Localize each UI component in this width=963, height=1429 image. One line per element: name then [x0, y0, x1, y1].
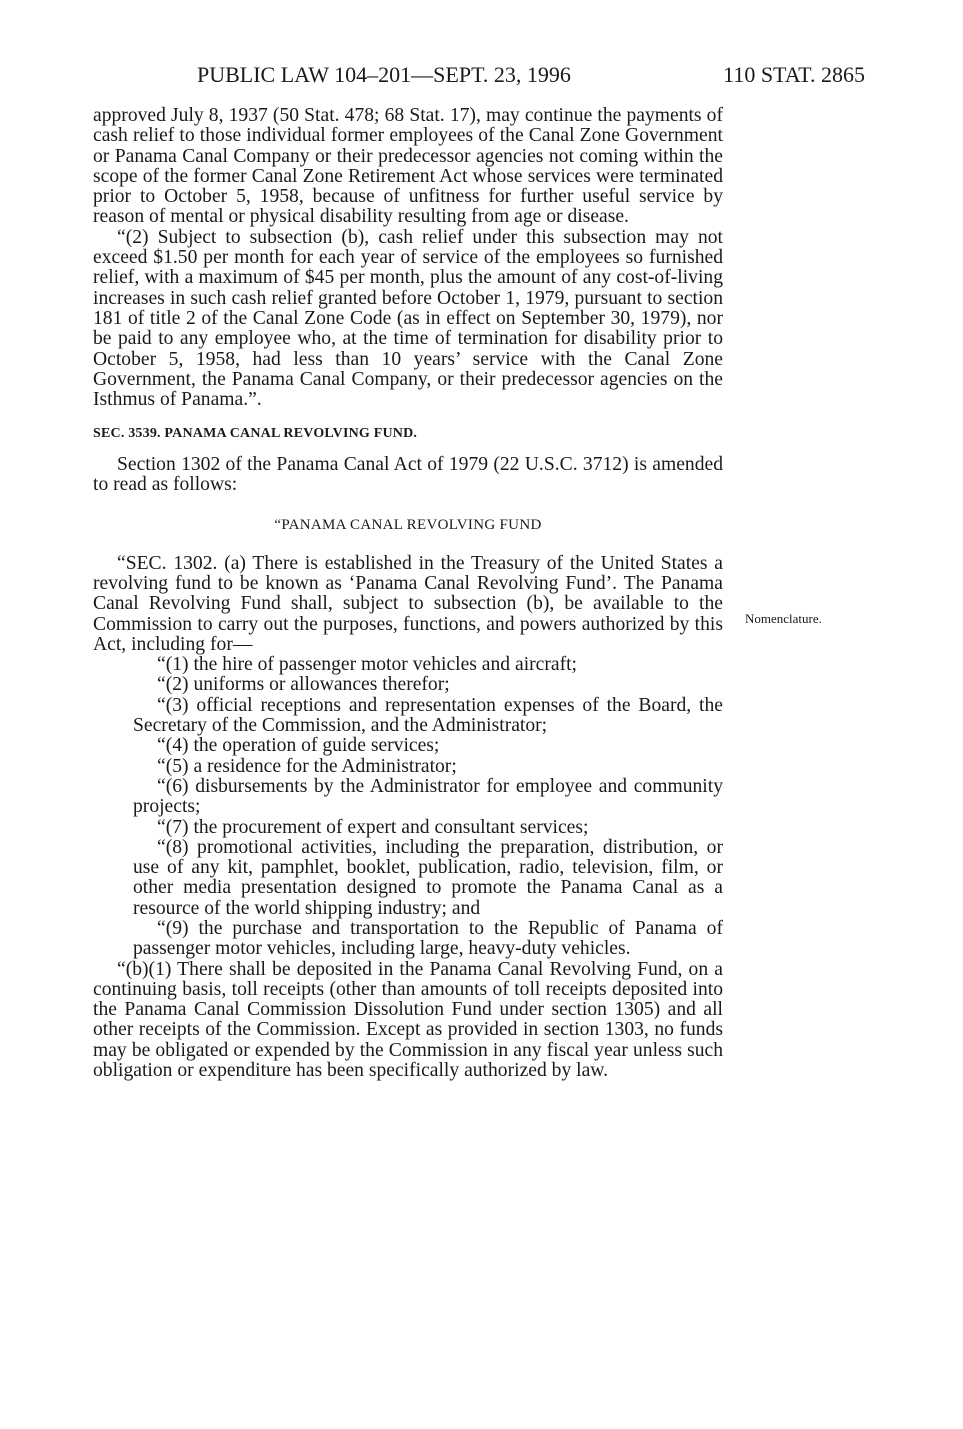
- paragraph-section-1302a: “SEC. 1302. (a) There is established in the Treasury of the United States a revolving fund to be known as ‘Panama Canal Revolving Fund’. The Panama Canal Revolving Fund shall, subject to subsection (b), be available to the Commission to carry out the purposes, functions, and powers authorized by this Act, including for—: [93, 552, 723, 655]
- paragraph-amendment-intro: Section 1302 of the Panama Canal Act of 1979 (22 U.S.C. 3712) is amended to read as follows:: [93, 453, 723, 496]
- list-item: “(4) the operation of guide services;: [157, 735, 440, 757]
- paragraph-continued: approved July 8, 1937 (50 Stat. 478; 68 Stat. 17), may continue the payments of cash relief to those individual former employees of the Canal Zone Government or Panama Canal Company or their predecessor agencies not coming within the scope of the former Canal Zone Retirement Act whose services were terminated prior to October 5, 1958, because of unfitness for further useful service by reason of mental or physical disability resulting from age or disease.: [93, 105, 723, 228]
- header-title: PUBLIC LAW 104–201—SEPT. 23, 1996: [197, 62, 571, 87]
- list-item: “(6) disbursements by the Administrator for employee and community projects;: [133, 775, 723, 818]
- page-body: [93, 106, 723, 1081]
- margin-note: Nomenclature.: [745, 611, 822, 626]
- paragraph-subsection-2: “(2) Subject to subsection (b), cash relief under this subsection may not exceed $1.50 per month for each year of service of the employees so furnished relief, with a maximum of $45 per month, plus the amount of any cost-of-living increases in such cash relief granted before October 1, 1979, pursuant to section 181 of title 2 of the Canal Zone Code (as in effect on September 30, 1979), nor be paid to any employee who, at the time of termination for disability prior to October 5, 1958, had less than 10 years’ service with the Canal Zone Government, the Panama Canal Company, or their predecessor agencies on the Isthmus of Panama.”.: [93, 226, 723, 411]
- header-page-number: 110 STAT. 2865: [723, 62, 865, 87]
- list-item: “(8) promotional activities, including the preparation, distribution, or use of any kit, pamphlet, booklet, publication, radio, television, film, or other media presentation designed to promote the Panama Canal as a resource of the world shipping industry; and: [133, 836, 723, 919]
- section-heading: SEC. 3539. PANAMA CANAL REVOLVING FUND.: [93, 426, 418, 442]
- list-item: “(1) the hire of passenger motor vehicles and aircraft;: [157, 654, 577, 676]
- list-item: “(9) the purchase and transportation to the Republic of Panama of passenger motor vehicles, including large, heavy-duty vehicles.: [133, 917, 723, 960]
- paragraph-section-1302b: “(b)(1) There shall be deposited in the Panama Canal Revolving Fund, on a continuing basis, toll receipts (other than amounts of toll receipts deposited into the Panama Canal Commission Dissolution Fund under section 1305) and all other receipts of the Commission. Except as provided in section 1303, no funds may be obligated or expended by the Commission in any fiscal year unless such obligation or expenditure has been specifically authorized by law.: [93, 958, 723, 1082]
- list-item: “(2) uniforms or allowances therefor;: [157, 674, 450, 696]
- list-item: “(3) official receptions and representation expenses of the Board, the Secretary of the Commission, and the Administrator;: [133, 694, 723, 737]
- list-item: “(7) the procurement of expert and consultant services;: [157, 816, 589, 838]
- running-header: [197, 60, 865, 90]
- center-heading: “PANAMA CANAL REVOLVING FUND: [274, 517, 542, 534]
- list-item: “(5) a residence for the Administrator;: [157, 755, 457, 777]
